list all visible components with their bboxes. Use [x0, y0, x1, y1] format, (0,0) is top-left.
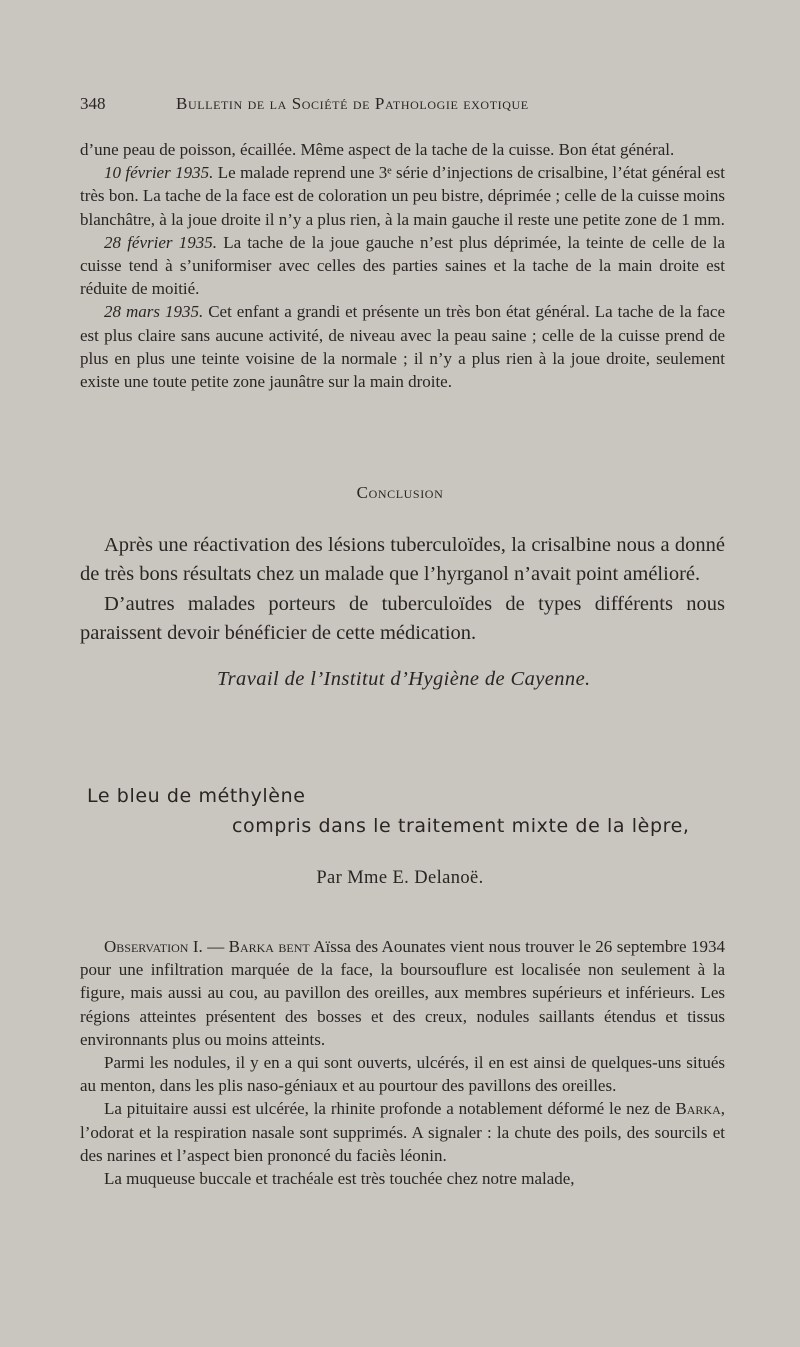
institution-credit: Travail de l’Institut d’Hygiène de Cayenne.	[217, 668, 591, 690]
paragraph-28-fevrier	[80, 231, 725, 301]
running-title: Bulletin de la Société de Pathologie exotique	[176, 94, 529, 113]
observation-label: Observation I.	[104, 937, 203, 956]
case-notes	[80, 138, 725, 393]
observation-body	[80, 935, 725, 1190]
date-10-fevrier: 10 février 1935.	[104, 163, 214, 183]
observation-text-3b: , l’odorat et la respiration nasale sont supprimés. A signaler : la chute des poils, des sourcils et des narines et l’aspect bien prononcé du faciès léonin.	[80, 1099, 725, 1165]
page-header	[80, 94, 725, 116]
conclusion-paragraph-1: Après une réactivation des lésions tuberculoïdes, la crisalbine nous a donné de très bons résultats chez un malade que l’hyrganol n’avait point amélioré.	[80, 534, 725, 586]
paragraph-10-fevrier	[80, 161, 725, 231]
observation-text-3a: La pituitaire aussi est ulcérée, la rhinite profonde a notablement déformé le nez de	[104, 1099, 676, 1119]
observation-paragraph-4: La muqueuse buccale et trachéale est très touchée chez notre malade,	[104, 1169, 575, 1189]
conclusion-paragraph-2: D’autres malades porteurs de tuberculoïdes de types différents nous paraissent devoir bénéficier de cette médication.	[80, 592, 725, 645]
article-title-line-1: Le bleu de méthylène	[87, 785, 306, 807]
observation-dash: —	[202, 937, 229, 956]
text-28-mars: Cet enfant a grandi et présente un très bon état général. La tache de la face est plus claire sans aucune activité, de niveau avec la peau saine ; celle de la cuisse prend de plus en plus une teinte voisine de la normale ; il n’y a plus rien à la joue droite, seulement existe une toute petite zone jaunâtre sur la main droite.	[80, 302, 726, 392]
text-10-fevrier: Le malade reprend une 3ᵉ série d’injections de crisalbine, l’état général est très bon. La tache de la face est de coloration un peu bistre, déprimée ; celle de la cuisse moins blanchâtre, à la joue droite il n’y a plus rien, à la main gauche il reste une petite zone de 1 mm.	[80, 163, 725, 229]
paragraph-28-mars	[80, 300, 725, 393]
conclusion-heading: Conclusion	[356, 483, 444, 502]
patient-name: Barka bent	[228, 937, 310, 956]
article-title-line-2: compris dans le traitement mixte de la lèpre,	[232, 815, 690, 837]
observation-text-1: Aïssa des Aounates vient nous trouver le 26 septembre 1934 pour une infiltration marquée de la face, la boursouflure est localisée non seulement à la figure, mais aussi au cou, au pavillon des oreilles, aux membres supérieurs et inférieurs. Les régions atteintes présentent des bosses et des creux, nodules saillants étendus et tissus environnants plus ou moins atteints.	[80, 937, 725, 1049]
page-number: 348	[80, 94, 106, 113]
date-28-mars: 28 mars 1935.	[104, 302, 204, 322]
conclusion-body	[80, 531, 725, 649]
observation-paragraph-2: Parmi les nodules, il y en a qui sont ouverts, ulcérés, il en est ainsi de quelques-uns situés au menton, dans les plis naso-géniaux et au pourtour des pavillons des oreilles.	[80, 1053, 725, 1096]
observation-paragraph-1	[80, 935, 725, 1051]
patient-name-2: Barka	[675, 1099, 721, 1119]
paragraph-skin: d’une peau de poisson, écaillée. Même aspect de la tache de la cuisse. Bon état général.	[80, 140, 675, 159]
observation-paragraph-3	[80, 1097, 725, 1167]
text-28-fevrier: La tache de la joue gauche n’est plus déprimée, la teinte de celle de la cuisse tend à s’uniformiser avec celles des parties saines et la tache de la main droite est réduite de moitié.	[80, 232, 725, 299]
date-28-fevrier: 28 février 1935.	[104, 232, 217, 252]
article-author: Par Mme E. Delanoë.	[316, 868, 484, 888]
